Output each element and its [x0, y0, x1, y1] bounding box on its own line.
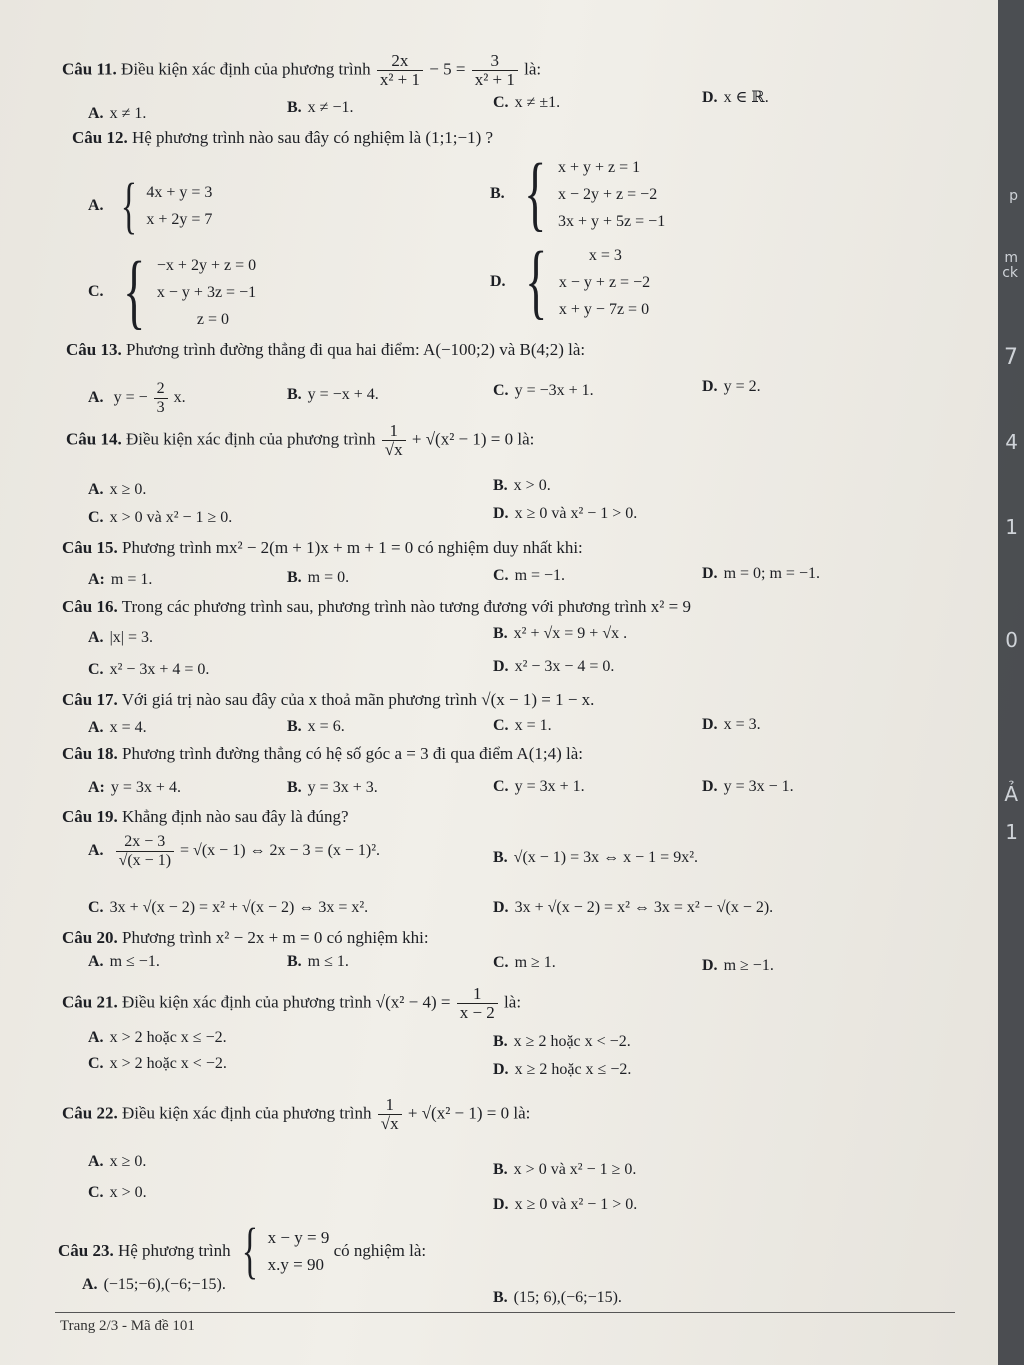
- brace-icon: {: [120, 172, 137, 240]
- option-label: A.: [88, 481, 104, 498]
- option-22-a[interactable]: [88, 1152, 146, 1172]
- option-14-d[interactable]: [493, 504, 637, 524]
- option-text: y = −x + 4.: [307, 386, 379, 403]
- edge-text: 7: [1004, 345, 1018, 370]
- numerator: 3: [472, 52, 518, 71]
- question-18: [62, 744, 583, 764]
- option-label: B.: [490, 185, 505, 202]
- question-suffix: là:: [517, 429, 535, 449]
- option-text: m ≥ −1.: [723, 957, 774, 974]
- option-16-c[interactable]: [88, 660, 209, 680]
- question-number: Câu 15.: [62, 538, 118, 557]
- option-20-c[interactable]: [493, 953, 556, 973]
- option-label: A.: [88, 105, 104, 122]
- fraction: [382, 422, 406, 459]
- option-text: x ≥ 0.: [109, 481, 147, 498]
- denominator: √x: [384, 440, 403, 459]
- background-edge: [998, 0, 1024, 1365]
- option-text: x.: [173, 389, 186, 407]
- option-23-b[interactable]: [493, 1288, 622, 1308]
- option-17-a[interactable]: [88, 718, 147, 738]
- option-20-d[interactable]: [702, 956, 774, 976]
- option-15-c[interactable]: [493, 566, 565, 586]
- question-text: Trong các phương trình sau, phương trình nào tương đương với phương trình x² = 9: [121, 597, 691, 616]
- option-text: y = 2.: [723, 378, 761, 395]
- option-label: D.: [493, 1061, 509, 1078]
- option-label: C.: [88, 1055, 104, 1072]
- option-12-d[interactable]: [490, 235, 651, 328]
- question-16: [62, 597, 691, 617]
- brace-icon: {: [523, 147, 546, 240]
- option-label: C.: [88, 899, 104, 916]
- question-14: [66, 422, 534, 459]
- option-text: x = 4.: [109, 719, 147, 736]
- option-15-a[interactable]: [88, 570, 152, 590]
- page-footer: Trang 2/3 - Mã đề 101: [60, 1318, 195, 1334]
- option-text: m ≤ 1.: [307, 953, 349, 970]
- equation-system: [235, 1217, 330, 1285]
- option-label: C.: [493, 778, 509, 795]
- equation-line: x + 2y = 7: [146, 211, 213, 228]
- option-label: D.: [493, 658, 509, 675]
- option-14-b[interactable]: [493, 476, 551, 496]
- edge-text: 1: [1005, 515, 1018, 539]
- question-12: [72, 128, 493, 148]
- option-text: x = 1.: [514, 717, 552, 734]
- question-suffix: là:: [513, 1103, 531, 1123]
- option-13-b[interactable]: [287, 385, 379, 405]
- equation-line: z = 0: [196, 310, 230, 328]
- edge-text: p: [1009, 188, 1018, 204]
- option-label: A.: [88, 389, 104, 407]
- option-17-b[interactable]: [287, 717, 345, 737]
- option-label: C.: [493, 567, 509, 584]
- question-text: Điều kiện xác định của phương trình: [121, 59, 371, 79]
- option-23-a[interactable]: [82, 1275, 226, 1295]
- option-label: B.: [493, 625, 508, 642]
- question-20: [62, 928, 429, 948]
- option-11-b[interactable]: [287, 98, 353, 118]
- option-label: B.: [493, 1289, 508, 1306]
- option-text: m = −1.: [514, 567, 566, 584]
- numerator: 2: [154, 380, 168, 399]
- numerator: 2x − 3: [116, 833, 174, 852]
- fraction: [457, 985, 498, 1022]
- equation-line: x − y + 3z = −1: [156, 283, 257, 301]
- brace-icon: {: [122, 245, 145, 338]
- question-number: Câu 12.: [72, 128, 128, 147]
- question-number: Câu 22.: [62, 1103, 118, 1123]
- option-11-a[interactable]: [88, 104, 146, 124]
- option-18-a[interactable]: [88, 778, 181, 798]
- question-text: Điều kiện xác định của phương trình: [121, 992, 372, 1012]
- option-label: D.: [493, 1196, 509, 1213]
- option-label: B.: [287, 718, 302, 735]
- option-15-d[interactable]: [702, 564, 820, 584]
- question-suffix: là:: [504, 992, 522, 1012]
- option-13-d[interactable]: [702, 377, 761, 397]
- option-12-a[interactable]: [88, 172, 213, 240]
- option-text: x ≥ 2 hoặc x < −2.: [513, 1033, 631, 1050]
- option-text: 3x + √(x − 2) = x² + √(x − 2) ⇔ 3x = x².: [109, 899, 369, 916]
- equation-line: −x + 2y + z = 0: [156, 256, 257, 274]
- option-label: A.: [88, 197, 104, 214]
- option-text: m ≤ −1.: [109, 953, 160, 970]
- option-label: D.: [493, 505, 509, 522]
- formula-text: + √(x² − 1) = 0: [407, 1103, 510, 1123]
- option-text: x = 6.: [307, 718, 345, 735]
- question-text: Với giá trị nào sau đây của x thoả mãn phương trình √(x − 1) = 1 − x.: [121, 690, 595, 709]
- option-label: C.: [493, 382, 509, 399]
- edge-text: 1: [1005, 820, 1018, 844]
- question-number: Câu 21.: [62, 992, 118, 1012]
- option-13-a[interactable]: [88, 380, 186, 417]
- option-text: √(x − 1) = 3x ⇔ x − 1 = 9x².: [513, 849, 698, 866]
- option-text: (−15;−6),(−6;−15).: [103, 1276, 226, 1293]
- option-text: y = 3x + 1.: [514, 778, 585, 795]
- option-text: = √(x − 1) ⇔ 2x − 3 = (x − 1)².: [180, 842, 381, 860]
- option-label: B.: [287, 386, 302, 403]
- option-label: B.: [493, 477, 508, 494]
- option-13-c[interactable]: [493, 381, 594, 401]
- question-17: [62, 690, 594, 710]
- option-14-a[interactable]: [88, 480, 146, 500]
- question-suffix: có nghiệm là:: [333, 1241, 427, 1260]
- option-text: x ≥ 0.: [109, 1153, 147, 1170]
- denominator: √(x − 1): [118, 852, 172, 869]
- question-text: Hệ phương trình: [117, 1241, 231, 1260]
- option-label: A.: [88, 1029, 104, 1046]
- numerator: 1: [378, 1096, 402, 1115]
- equation-line: x − y + z = −2: [558, 273, 651, 291]
- option-text: m = 1.: [110, 571, 153, 588]
- edge-text: m: [1004, 250, 1018, 266]
- question-number: Câu 13.: [66, 340, 122, 359]
- option-18-b[interactable]: [287, 778, 378, 798]
- option-label: C.: [88, 283, 104, 300]
- option-text: y = −: [113, 389, 148, 407]
- option-19-a[interactable]: [88, 833, 380, 870]
- option-text: x > 0 và x² − 1 ≥ 0.: [513, 1161, 637, 1178]
- option-label: A.: [88, 953, 104, 970]
- option-12-c[interactable]: [88, 245, 257, 338]
- equation-line: x.y = 90: [267, 1255, 324, 1274]
- option-label: D.: [702, 957, 718, 974]
- option-text: x > 2 hoặc x ≤ −2.: [109, 1029, 227, 1046]
- option-19-b[interactable]: [493, 848, 698, 868]
- brace-icon: {: [241, 1217, 258, 1285]
- question-number: Câu 20.: [62, 928, 118, 947]
- edge-text: Ả: [1004, 782, 1018, 806]
- equation-system: [515, 147, 666, 240]
- question-text: Hệ phương trình nào sau đây có nghiệm là (1;1;−1) ?: [131, 128, 494, 147]
- option-text: x > 0.: [109, 1184, 147, 1201]
- formula-text: + √(x² − 1) = 0: [411, 429, 514, 449]
- option-21-b[interactable]: [493, 1032, 631, 1052]
- option-text: x ∈ ℝ.: [723, 89, 769, 106]
- edge-text: 4: [1005, 430, 1018, 454]
- question-text: Điều kiện xác định của phương trình: [121, 1103, 372, 1123]
- option-label: B.: [287, 779, 302, 796]
- option-label: C.: [493, 717, 509, 734]
- edge-text: ck: [1002, 265, 1018, 281]
- option-text: m = 0; m = −1.: [723, 565, 820, 582]
- option-18-c[interactable]: [493, 777, 585, 797]
- question-text: Điều kiện xác định của phương trình: [125, 429, 376, 449]
- option-16-d[interactable]: [493, 657, 614, 677]
- equation-line: x + y − 7z = 0: [558, 300, 650, 318]
- option-label: B.: [493, 1161, 508, 1178]
- option-label: A.: [88, 629, 104, 646]
- option-19-d[interactable]: [493, 898, 773, 918]
- numerator: 2x: [377, 52, 423, 71]
- question-text: Phương trình mx² − 2(m + 1)x + m + 1 = 0 có nghiệm duy nhất khi:: [121, 538, 583, 557]
- option-label: B.: [287, 569, 302, 586]
- option-20-b[interactable]: [287, 952, 349, 972]
- option-label: C.: [493, 954, 509, 971]
- option-text: x ≠ 1.: [109, 105, 147, 122]
- option-label: B.: [493, 1033, 508, 1050]
- option-text: x > 0.: [513, 477, 551, 494]
- option-18-d[interactable]: [702, 777, 794, 797]
- question-number: Câu 19.: [62, 807, 118, 826]
- denominator: √x: [380, 1114, 399, 1133]
- formula-text: √(x² − 4) =: [375, 992, 451, 1012]
- option-label: A.: [88, 842, 104, 860]
- option-21-c[interactable]: [88, 1054, 227, 1074]
- question-21: [62, 985, 521, 1022]
- option-16-a[interactable]: [88, 628, 153, 648]
- equation-line: x + y + z = 1: [558, 158, 641, 176]
- option-label: D.: [702, 378, 718, 395]
- question-text: Phương trình đường thẳng đi qua hai điểm: A(−100;2) và B(4;2) là:: [125, 340, 586, 359]
- equation-system: [516, 235, 651, 328]
- numerator: 1: [382, 422, 406, 441]
- option-label: D.: [702, 778, 718, 795]
- equation-line: 3x + y + 5z = −1: [558, 212, 666, 230]
- option-text: y = 3x − 1.: [723, 778, 794, 795]
- question-text: Phương trình đường thẳng có hệ số góc a = 3 đi qua điểm A(1;4) là:: [121, 744, 583, 763]
- option-17-d[interactable]: [702, 715, 761, 735]
- option-17-c[interactable]: [493, 716, 552, 736]
- option-21-d[interactable]: [493, 1060, 631, 1080]
- option-text: y = −3x + 1.: [514, 382, 594, 399]
- question-13: [66, 340, 585, 360]
- option-label: D.: [702, 716, 718, 733]
- numerator: 1: [457, 985, 498, 1004]
- equation-line: x = 3: [588, 246, 622, 264]
- fraction: [472, 52, 518, 89]
- denominator: x² + 1: [474, 70, 515, 89]
- question-15: [62, 538, 583, 558]
- question-19: [62, 807, 349, 827]
- option-19-c[interactable]: [88, 898, 368, 918]
- option-15-b[interactable]: [287, 568, 349, 588]
- option-label: A.: [88, 1153, 104, 1170]
- option-text: (15; 6),(−6;−15).: [513, 1289, 622, 1306]
- question-text: Phương trình x² − 2x + m = 0 có nghiệm khi:: [121, 928, 429, 947]
- option-label: D.: [493, 899, 509, 916]
- option-label: C.: [88, 661, 104, 678]
- option-label: D.: [702, 565, 718, 582]
- option-20-a[interactable]: [88, 952, 160, 972]
- option-11-c[interactable]: [493, 93, 560, 113]
- question-number: Câu 17.: [62, 690, 118, 709]
- option-11-d[interactable]: [702, 88, 769, 108]
- option-21-a[interactable]: [88, 1028, 227, 1048]
- edge-text: 0: [1005, 628, 1018, 652]
- option-label: B.: [287, 953, 302, 970]
- option-label: A:: [88, 779, 105, 796]
- question-text: Khẳng định nào sau đây là đúng?: [121, 807, 349, 826]
- fraction: [378, 1096, 402, 1133]
- option-text: x ≥ 0 và x² − 1 > 0.: [514, 505, 638, 522]
- option-text: x = 3.: [723, 716, 761, 733]
- option-text: x ≥ 2 hoặc x ≤ −2.: [514, 1061, 632, 1078]
- option-22-c[interactable]: [88, 1183, 147, 1203]
- option-text: 3x + √(x − 2) = x² ⇔ 3x = x² − √(x − 2).: [514, 899, 774, 916]
- footer-rule: [55, 1312, 955, 1313]
- option-label: B.: [287, 99, 302, 116]
- question-suffix: là:: [524, 59, 542, 79]
- equation-system: [114, 245, 257, 338]
- question-number: Câu 23.: [58, 1241, 114, 1260]
- option-label: B.: [493, 849, 508, 866]
- option-12-b[interactable]: [490, 147, 666, 240]
- question-number: Câu 18.: [62, 744, 118, 763]
- option-text: y = 3x + 4.: [110, 779, 181, 796]
- option-label: C.: [88, 1184, 104, 1201]
- brace-icon: {: [524, 235, 547, 328]
- option-label: C.: [493, 94, 509, 111]
- formula-text: − 5 =: [429, 59, 466, 79]
- equation-line: x − 2y + z = −2: [558, 185, 658, 203]
- option-16-b[interactable]: [493, 624, 627, 644]
- option-text: m = 0.: [307, 569, 350, 586]
- option-text: x > 0 và x² − 1 ≥ 0.: [109, 509, 233, 526]
- denominator: x − 2: [459, 1003, 495, 1022]
- option-text: x > 2 hoặc x < −2.: [109, 1055, 227, 1072]
- option-label: A:: [88, 571, 105, 588]
- option-text: x² − 3x − 4 = 0.: [514, 658, 615, 675]
- option-label: A.: [88, 719, 104, 736]
- question-number: Câu 16.: [62, 597, 118, 616]
- denominator: x² + 1: [379, 70, 421, 89]
- question-22: [62, 1096, 530, 1133]
- option-text: |x| = 3.: [109, 629, 153, 646]
- question-number: Câu 14.: [66, 429, 122, 449]
- question-11: [62, 52, 541, 89]
- option-text: y = 3x + 3.: [307, 779, 378, 796]
- option-label: C.: [88, 509, 104, 526]
- option-text: m ≥ 1.: [514, 954, 556, 971]
- option-text: x ≠ ±1.: [514, 94, 561, 111]
- option-label: D.: [702, 89, 718, 106]
- question-number: Câu 11.: [62, 59, 117, 79]
- option-text: x ≠ −1.: [307, 99, 354, 116]
- option-14-c[interactable]: [88, 508, 232, 528]
- equation-line: x − y = 9: [267, 1228, 330, 1247]
- fraction: [377, 52, 423, 89]
- option-label: D.: [490, 273, 506, 290]
- equation-system: [114, 172, 213, 240]
- equation-line: 4x + y = 3: [146, 184, 213, 201]
- option-text: x² − 3x + 4 = 0.: [109, 661, 210, 678]
- option-22-b[interactable]: [493, 1160, 636, 1180]
- fraction: [116, 833, 174, 870]
- denominator: 3: [156, 399, 165, 416]
- option-22-d[interactable]: [493, 1195, 637, 1215]
- option-label: A.: [82, 1276, 98, 1293]
- option-text: x ≥ 0 và x² − 1 > 0.: [514, 1196, 638, 1213]
- fraction: [154, 380, 168, 417]
- option-text: x² + √x = 9 + √x .: [513, 625, 628, 642]
